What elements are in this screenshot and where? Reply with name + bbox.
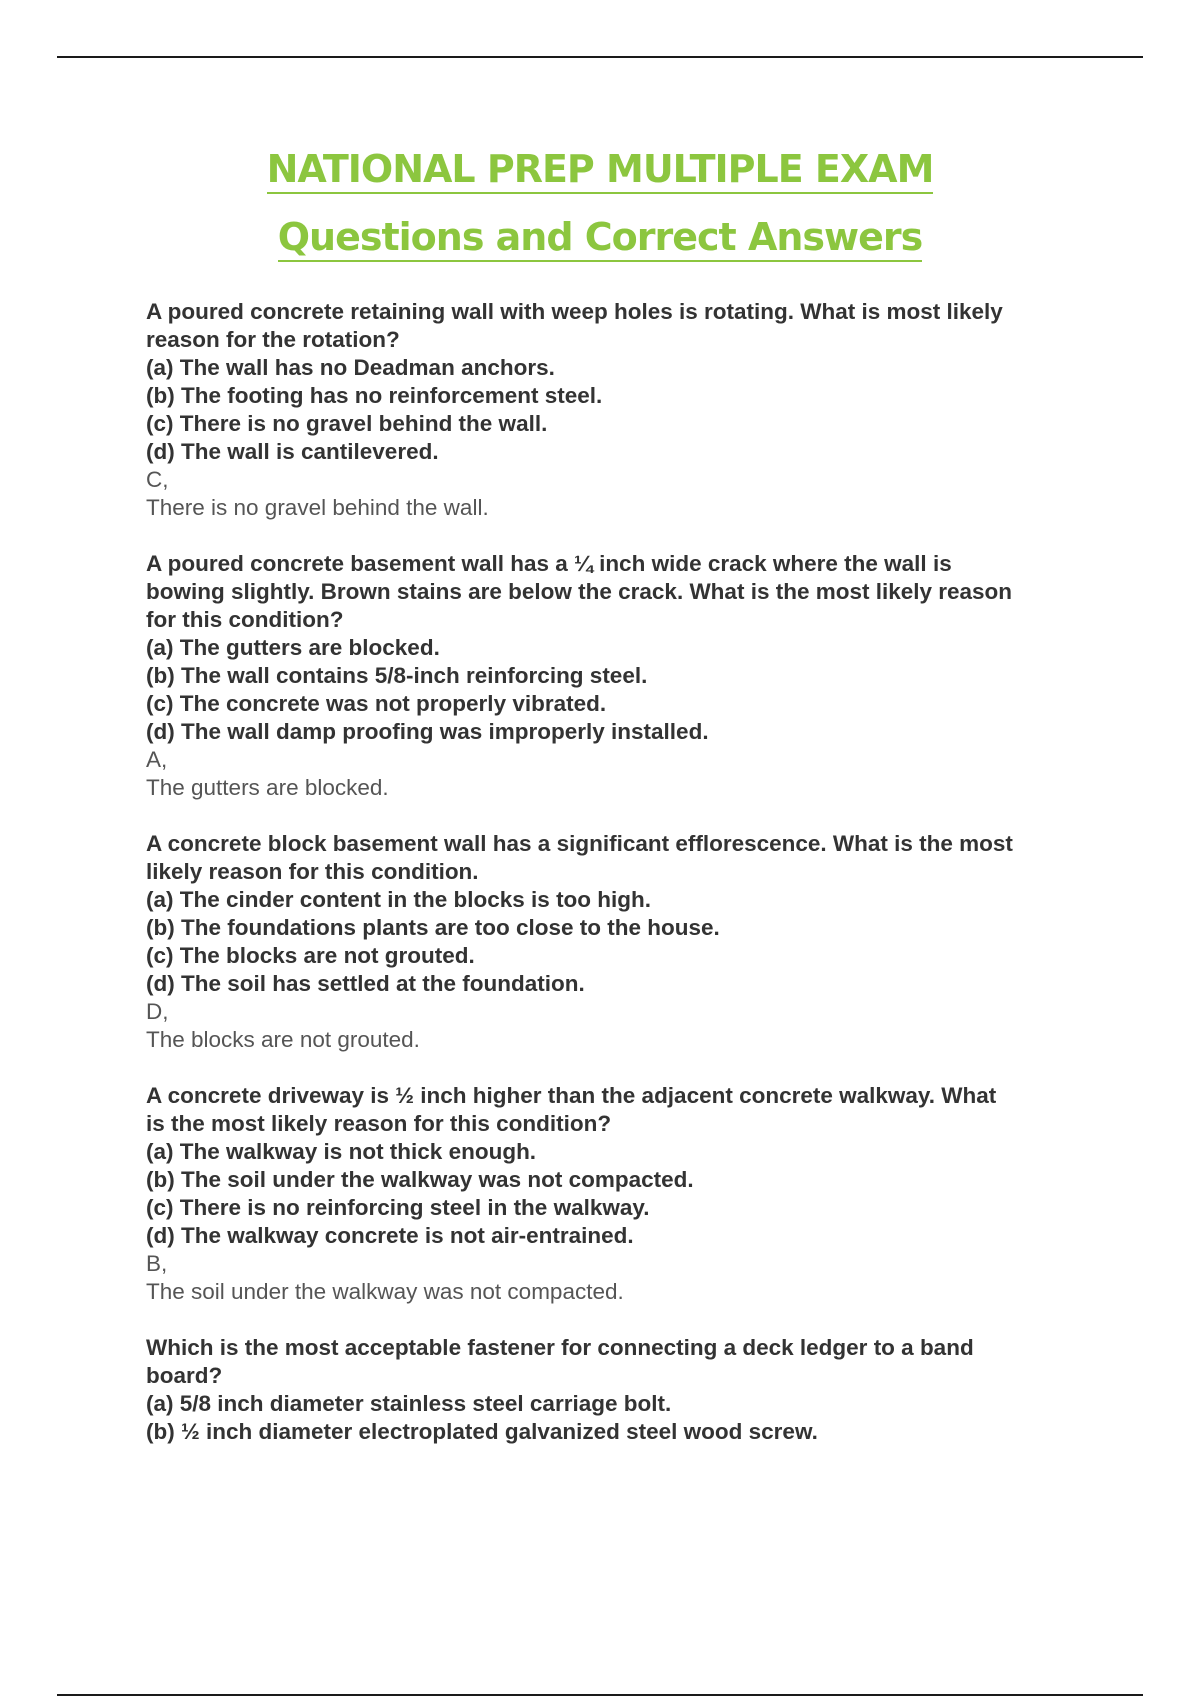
answer-text: There is no gravel behind the wall. <box>146 495 489 520</box>
answer-text: The gutters are blocked. <box>146 775 389 800</box>
option-c: (c) The blocks are not grouted. <box>146 943 475 968</box>
answer-letter: C, <box>146 467 169 492</box>
option-b: (b) The footing has no reinforcement steel. <box>146 383 603 408</box>
option-a: (a) The cinder content in the blocks is too high. <box>146 887 652 912</box>
option-a: (a) The wall has no Deadman anchors. <box>146 355 555 380</box>
question-text-cont: for this condition? <box>146 607 344 632</box>
question-text: A concrete driveway is ½ inch higher than the adjacent concrete walkway. What <box>146 1083 997 1108</box>
option-b: (b) The soil under the walkway was not compacted. <box>146 1167 694 1192</box>
question-block-4 <box>146 1082 1106 1306</box>
question-text: A poured concrete basement wall has a ¼ inch wide crack where the wall is <box>146 551 952 576</box>
option-c: (c) There is no reinforcing steel in the walkway. <box>146 1195 650 1220</box>
question-list <box>146 298 1106 1474</box>
answer-letter: B, <box>146 1251 168 1276</box>
option-b: (b) The wall contains 5/8-inch reinforcing steel. <box>146 663 648 688</box>
title-line-2: Questions and Correct Answers <box>278 214 923 262</box>
option-b: (b) ½ inch diameter electroplated galvanized steel wood screw. <box>146 1419 818 1444</box>
question-block-3 <box>146 830 1106 1054</box>
answer-text: The blocks are not grouted. <box>146 1027 420 1052</box>
question-text-cont: bowing slightly. Brown stains are below the crack. What is the most likely reason <box>146 579 1013 604</box>
question-text-cont: is the most likely reason for this condition? <box>146 1111 612 1136</box>
option-d: (d) The soil has settled at the foundation. <box>146 971 585 996</box>
document-title <box>0 146 1200 282</box>
question-text: A poured concrete retaining wall with weep holes is rotating. What is most likely <box>146 299 1003 324</box>
option-c: (c) There is no gravel behind the wall. <box>146 411 548 436</box>
question-block-1 <box>146 298 1106 522</box>
bottom-rule <box>57 1694 1143 1696</box>
option-d: (d) The walkway concrete is not air-entrained. <box>146 1223 634 1248</box>
option-d: (d) The wall damp proofing was improperly installed. <box>146 719 709 744</box>
question-text-cont: likely reason for this condition. <box>146 859 479 884</box>
answer-letter: D, <box>146 999 169 1024</box>
question-text: A concrete block basement wall has a significant efflorescence. What is the most <box>146 831 1013 856</box>
question-text: Which is the most acceptable fastener for connecting a deck ledger to a band <box>146 1335 974 1360</box>
option-b: (b) The foundations plants are too close to the house. <box>146 915 720 940</box>
option-d: (d) The wall is cantilevered. <box>146 439 439 464</box>
option-a: (a) The gutters are blocked. <box>146 635 440 660</box>
option-a: (a) The walkway is not thick enough. <box>146 1139 537 1164</box>
answer-letter: A, <box>146 747 168 772</box>
question-text-cont: reason for the rotation? <box>146 327 400 352</box>
option-c: (c) The concrete was not properly vibrated. <box>146 691 607 716</box>
top-rule <box>57 56 1143 58</box>
question-text-cont: board? <box>146 1363 223 1388</box>
answer-text: The soil under the walkway was not compacted. <box>146 1279 624 1304</box>
question-block-2 <box>146 550 1106 802</box>
question-block-5 <box>146 1334 1106 1446</box>
title-line-1: NATIONAL PREP MULTIPLE EXAM <box>267 146 934 194</box>
option-a: (a) 5/8 inch diameter stainless steel carriage bolt. <box>146 1391 672 1416</box>
